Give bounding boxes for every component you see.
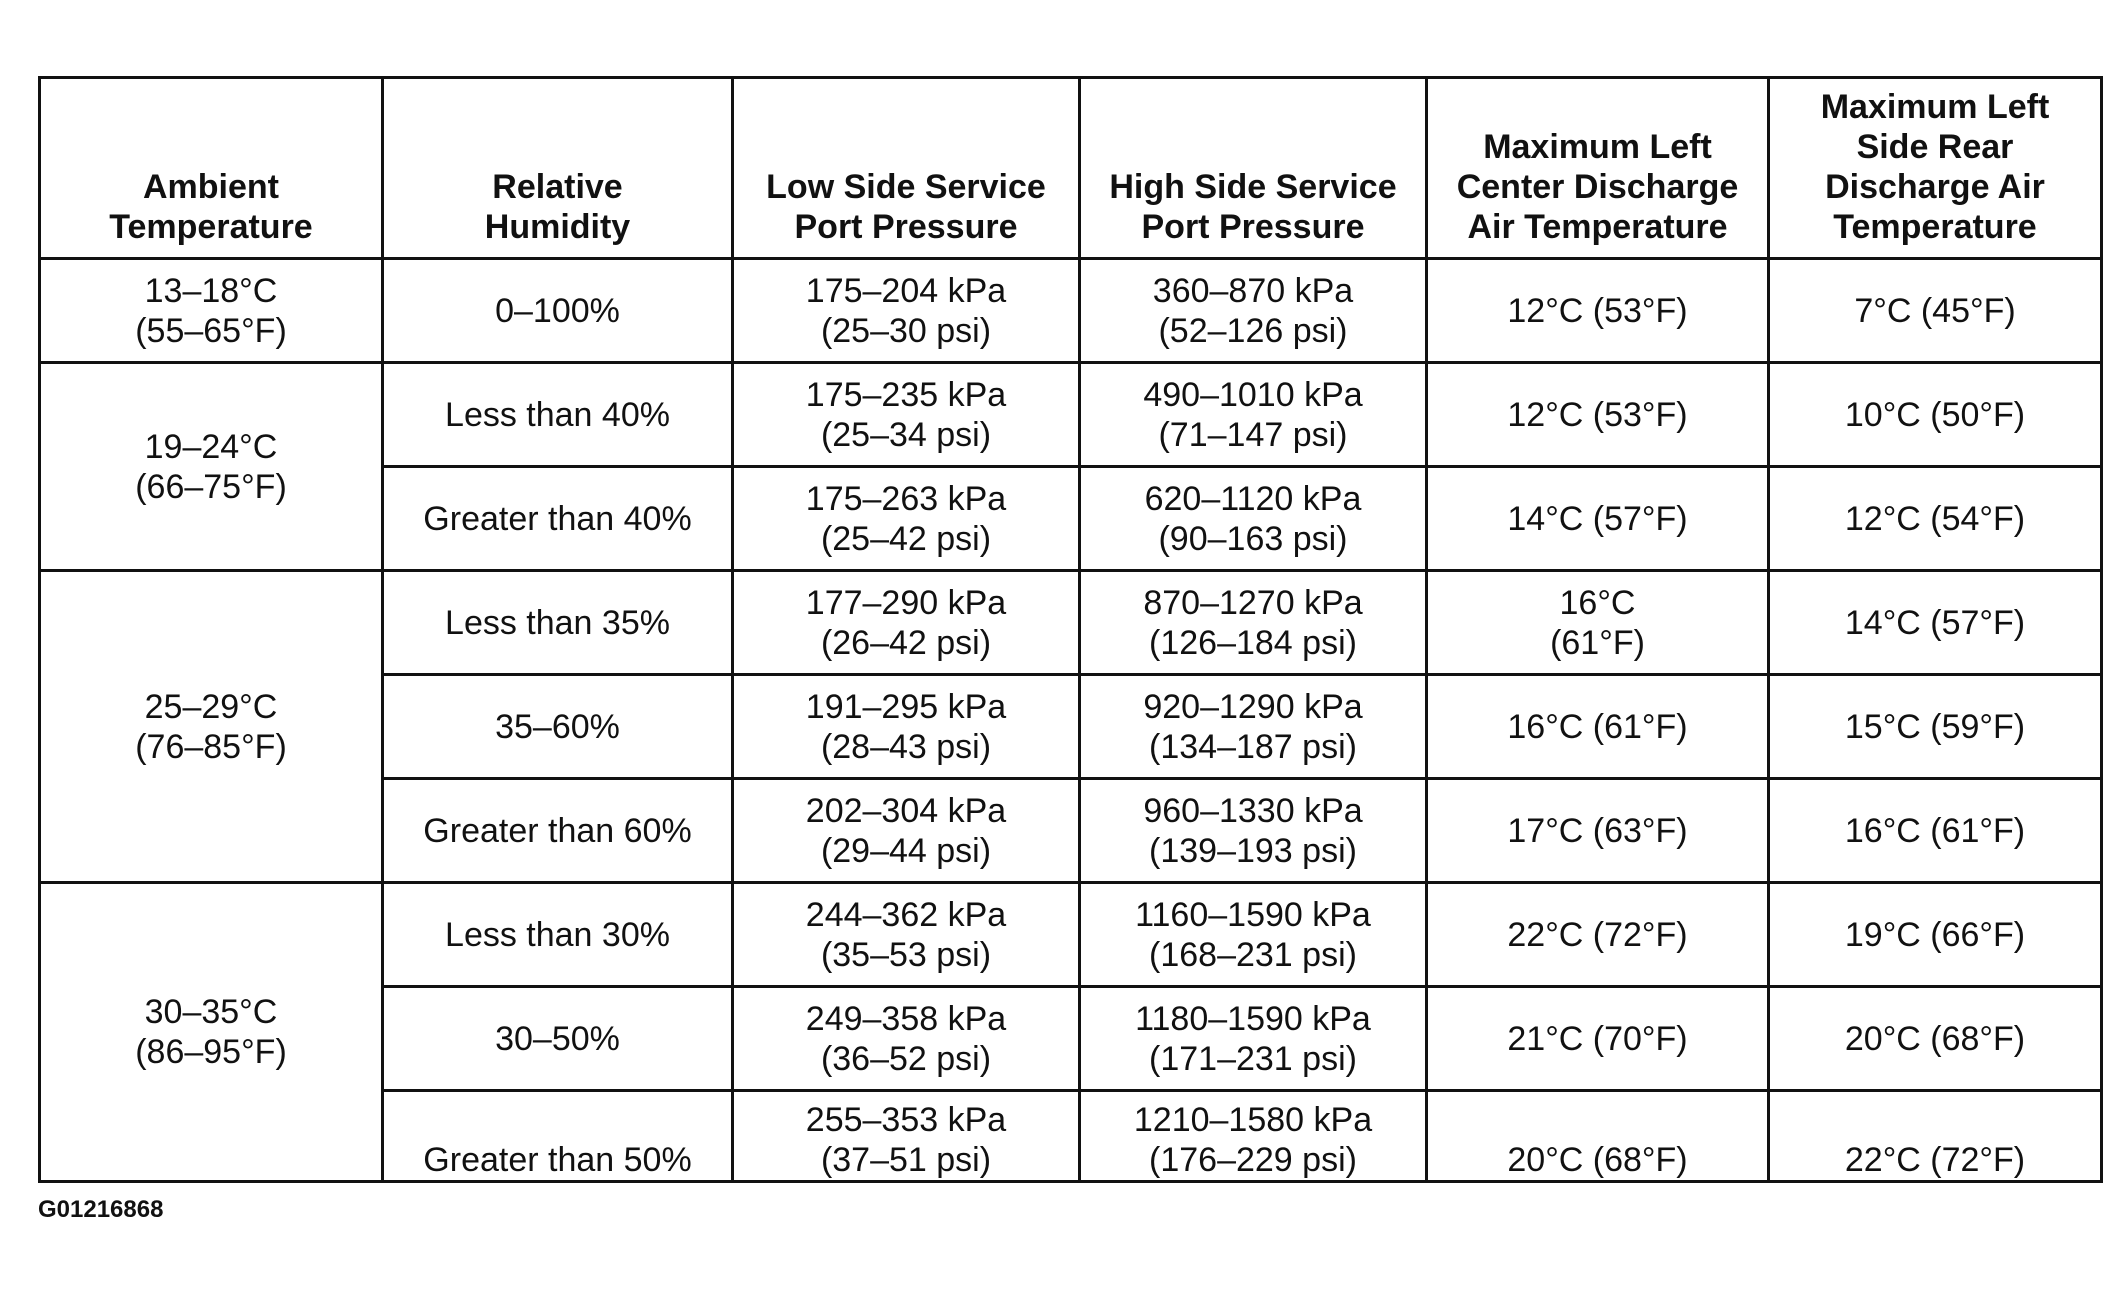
header-low-side-pressure: Low Side Service Port Pressure xyxy=(733,78,1080,259)
cell-relative-humidity: Greater than 60% xyxy=(383,779,733,883)
cell-high-side-pressure: 360–870 kPa (52–126 psi) xyxy=(1080,259,1427,363)
cell-center-discharge-temp: 16°C (61°F) xyxy=(1427,675,1769,779)
cell-rear-discharge-temp: 15°C (59°F) xyxy=(1769,675,2102,779)
cell-center-discharge-temp: 16°C (61°F) xyxy=(1427,571,1769,675)
cell-high-side-pressure: 490–1010 kPa (71–147 psi) xyxy=(1080,363,1427,467)
cell-low-side-pressure: 175–235 kPa (25–34 psi) xyxy=(733,363,1080,467)
cell-rear-discharge-temp: 16°C (61°F) xyxy=(1769,779,2102,883)
cell-rear-discharge-temp: 7°C (45°F) xyxy=(1769,259,2102,363)
cell-low-side-pressure: 191–295 kPa (28–43 psi) xyxy=(733,675,1080,779)
cell-center-discharge-temp: 12°C (53°F) xyxy=(1427,259,1769,363)
header-row xyxy=(40,78,2102,259)
cell-relative-humidity: 30–50% xyxy=(383,987,733,1091)
table-row xyxy=(40,571,2102,675)
cell-center-discharge-temp: 12°C (53°F) xyxy=(1427,363,1769,467)
cell-low-side-pressure: 177–290 kPa (26–42 psi) xyxy=(733,571,1080,675)
cell-ambient-temperature: 19–24°C (66–75°F) xyxy=(40,363,383,571)
cell-low-side-pressure: 202–304 kPa (29–44 psi) xyxy=(733,779,1080,883)
cell-low-side-pressure: 255–353 kPa (37–51 psi) xyxy=(733,1091,1080,1182)
cell-high-side-pressure: 1160–1590 kPa (168–231 psi) xyxy=(1080,883,1427,987)
header-relative-humidity: Relative Humidity xyxy=(383,78,733,259)
ac-performance-table xyxy=(38,76,2103,1183)
cell-high-side-pressure: 960–1330 kPa (139–193 psi) xyxy=(1080,779,1427,883)
cell-rear-discharge-temp: 10°C (50°F) xyxy=(1769,363,2102,467)
table-row xyxy=(40,883,2102,987)
header-center-discharge-temp: Maximum Left Center Discharge Air Temperature xyxy=(1427,78,1769,259)
cell-ambient-temperature: 13–18°C (55–65°F) xyxy=(40,259,383,363)
table-row xyxy=(40,363,2102,467)
cell-high-side-pressure: 620–1120 kPa (90–163 psi) xyxy=(1080,467,1427,571)
cell-low-side-pressure: 175–204 kPa (25–30 psi) xyxy=(733,259,1080,363)
cell-ambient-temperature: 25–29°C (76–85°F) xyxy=(40,571,383,883)
cell-high-side-pressure: 870–1270 kPa (126–184 psi) xyxy=(1080,571,1427,675)
cell-relative-humidity: 0–100% xyxy=(383,259,733,363)
cell-relative-humidity: Less than 40% xyxy=(383,363,733,467)
cell-rear-discharge-temp: 14°C (57°F) xyxy=(1769,571,2102,675)
header-rear-discharge-temp: Maximum Left Side Rear Discharge Air Temperature xyxy=(1769,78,2102,259)
table-body xyxy=(40,259,2102,1182)
cell-center-discharge-temp: 17°C (63°F) xyxy=(1427,779,1769,883)
cell-relative-humidity: Less than 30% xyxy=(383,883,733,987)
cell-high-side-pressure: 1210–1580 kPa (176–229 psi) xyxy=(1080,1091,1427,1182)
cell-relative-humidity: Greater than 40% xyxy=(383,467,733,571)
cell-rear-discharge-temp: 20°C (68°F) xyxy=(1769,987,2102,1091)
cell-relative-humidity: 35–60% xyxy=(383,675,733,779)
cell-high-side-pressure: 1180–1590 kPa (171–231 psi) xyxy=(1080,987,1427,1091)
header-ambient-temperature: Ambient Temperature xyxy=(40,78,383,259)
cell-low-side-pressure: 249–358 kPa (36–52 psi) xyxy=(733,987,1080,1091)
cell-rear-discharge-temp: 19°C (66°F) xyxy=(1769,883,2102,987)
cell-center-discharge-temp: 22°C (72°F) xyxy=(1427,883,1769,987)
cell-ambient-temperature: 30–35°C (86–95°F) xyxy=(40,883,383,1182)
header-high-side-pressure: High Side Service Port Pressure xyxy=(1080,78,1427,259)
cell-rear-discharge-temp: 12°C (54°F) xyxy=(1769,467,2102,571)
cell-center-discharge-temp: 20°C (68°F) xyxy=(1427,1091,1769,1182)
table-row xyxy=(40,259,2102,363)
cell-high-side-pressure: 920–1290 kPa (134–187 psi) xyxy=(1080,675,1427,779)
cell-low-side-pressure: 244–362 kPa (35–53 psi) xyxy=(733,883,1080,987)
cell-relative-humidity: Greater than 50% xyxy=(383,1091,733,1182)
cell-low-side-pressure: 175–263 kPa (25–42 psi) xyxy=(733,467,1080,571)
figure-id: G01216868 xyxy=(38,1196,164,1223)
cell-center-discharge-temp: 14°C (57°F) xyxy=(1427,467,1769,571)
cell-center-discharge-temp: 21°C (70°F) xyxy=(1427,987,1769,1091)
cell-relative-humidity: Less than 35% xyxy=(383,571,733,675)
cell-rear-discharge-temp: 22°C (72°F) xyxy=(1769,1091,2102,1182)
